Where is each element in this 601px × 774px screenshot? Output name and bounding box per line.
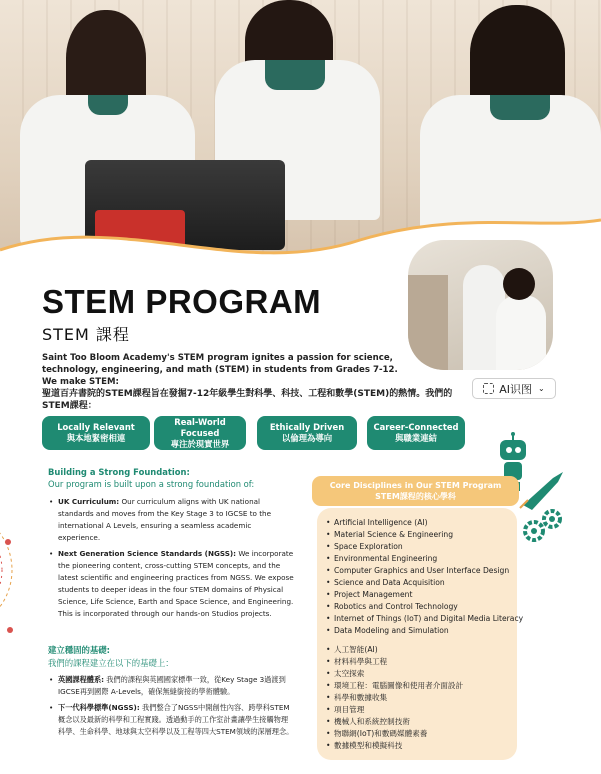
bullet-title: 下一代科學標準(NGSS): (58, 703, 140, 712)
scan-icon (483, 383, 494, 394)
bullet-title: UK Curriculum: (58, 497, 120, 506)
core-item: • Project Management (334, 590, 412, 600)
ai-recognize-button[interactable] (472, 378, 556, 399)
pillar-zh: 與本地緊密相連 (66, 433, 126, 443)
decorative-arc (0, 470, 20, 670)
inset-student-head (503, 268, 535, 300)
pillar-zh: 專注於現實世界 (170, 438, 230, 449)
bullet-uk-curriculum (58, 496, 294, 544)
bullet-title: Next Generation Science Standards (NGSS): (58, 549, 237, 558)
pillar-zh: 與職業連結 (395, 433, 437, 443)
chevron-down-icon: ⌄ (538, 384, 545, 393)
bullet-uk-curriculum-zh (58, 674, 294, 698)
inset-photo (408, 240, 553, 370)
core-item: • Space Exploration (334, 542, 403, 552)
core-item: • Artificial Intelligence (AI) (334, 518, 428, 528)
pillar-en: Locally Relevant (57, 422, 135, 432)
inset-shelf (408, 275, 448, 370)
student-right-collar (490, 95, 550, 120)
pillar-en: Real-World Focused (174, 416, 226, 438)
core-item-zh: • 科學和數據收集 (334, 693, 387, 703)
bullet-ngss (58, 548, 294, 620)
bullet-ngss-zh (58, 702, 294, 738)
core-item: • Environmental Engineering (334, 554, 437, 564)
ai-button-label: AI识图 (499, 382, 533, 396)
intro-chinese: 聖道百卉書院的STEM課程旨在發掘7-12年級學生對科學、科技、工程和數學(STEM)的熱情。我們的STEM課程： (42, 389, 453, 411)
bullet-text: 我們的課程與英國國家標準一致，從Key Stage 3過渡到IGCSE再到國際 A-Levels，確保無縫銜接的學術體驗。 (58, 675, 286, 696)
core-item: • Internet of Things (IoT) and Digital Media Literacy (334, 614, 523, 624)
pillar-real-world (154, 416, 246, 450)
foundation-heading: Building a Strong Foundation: (48, 467, 190, 477)
core-item-zh: • 環境工程：電腦圖像和使用者介面設計 (334, 681, 463, 691)
bullet-text: 我們整合了NGSS中開創性內容、跨學科STEM概念以及最新的科學和工程實踐。透過動手的工作室計畫讓學生接觸物理科學、生命科學、地球與太空科學以及工程等四大STEM領域的深層理念。 (58, 703, 294, 736)
gears-icon (522, 505, 566, 545)
student-middle-collar (265, 60, 325, 90)
core-item-zh: • 項目管理 (334, 705, 364, 715)
page-title: STEM PROGRAM (42, 283, 322, 320)
core-item: • Material Science & Engineering (334, 530, 453, 540)
core-item-zh: • 太空探索 (334, 669, 364, 679)
core-item: • Data Modeling and Simulation (334, 626, 449, 636)
hero-photo (0, 0, 601, 262)
foundation-heading-zh: 建立穩固的基礎: (48, 645, 110, 655)
core-item: • Computer Graphics and User Interface Design (334, 566, 509, 576)
core-item-zh: • 材料科學與工程 (334, 657, 387, 667)
pillar-en: Ethically Driven (269, 422, 345, 432)
core-item: • Science and Data Acquisition (334, 578, 445, 588)
bullet-text: We incorporate the pioneering content, cross-cutting STEM concepts, and the latest scientific and engineering practices from NGSS. We expose students to deeper ideas in the four STEM domains of Physical Science, Life Science, Earth and Space Science, and Engineering. This is incorporated through our hands-on Studios projects. (58, 549, 294, 618)
foundation-subheading-zh: 我們的課程建立在以下的基礎上： (48, 658, 174, 668)
bullet-title: 英國課程體系: (58, 675, 104, 684)
inset-student (496, 295, 546, 370)
core-item-zh: • 物聯網(IoT)和數碼媒體素養 (334, 729, 427, 739)
pillar-ethically-driven (257, 416, 357, 450)
pillar-career-connected (367, 416, 465, 450)
page-subtitle: STEM 課程 (42, 325, 130, 344)
student-right (470, 5, 565, 105)
foundation-subheading: Our program is built upon a strong foundation of: (48, 479, 255, 489)
pillar-en: Career-Connected (373, 422, 459, 432)
pillar-locally-relevant (42, 416, 150, 450)
core-item: • Robotics and Control Technology (334, 602, 458, 612)
core-item-zh: • 數據模型和模擬科技 (334, 741, 402, 751)
core-item-zh: • 人工智能(AI) (334, 645, 378, 655)
bullet-text: Our curriculum aligns with UK national standards and moves from the Key Stage 3 to IGCSE to the international A Levels, ensuring a seamless academic experience. (58, 497, 272, 542)
core-heading-zh: STEM課程的核心學科 (375, 492, 456, 501)
intro-english: Saint Too Bloom Academy's STEM program ignites a passion for science, technology, engineering, and math (STEM) in students from Grades 7-12. We make STEM: (42, 353, 398, 387)
core-item-zh: • 機械人和系統控制技術 (334, 717, 410, 727)
rocket-icon (518, 470, 568, 510)
pillar-zh: 以倫理為導向 (281, 433, 333, 443)
core-heading-en: Core Disciplines in Our STEM Program (329, 481, 502, 490)
core-disciplines-heading (312, 476, 519, 506)
student-left-collar (88, 95, 128, 115)
